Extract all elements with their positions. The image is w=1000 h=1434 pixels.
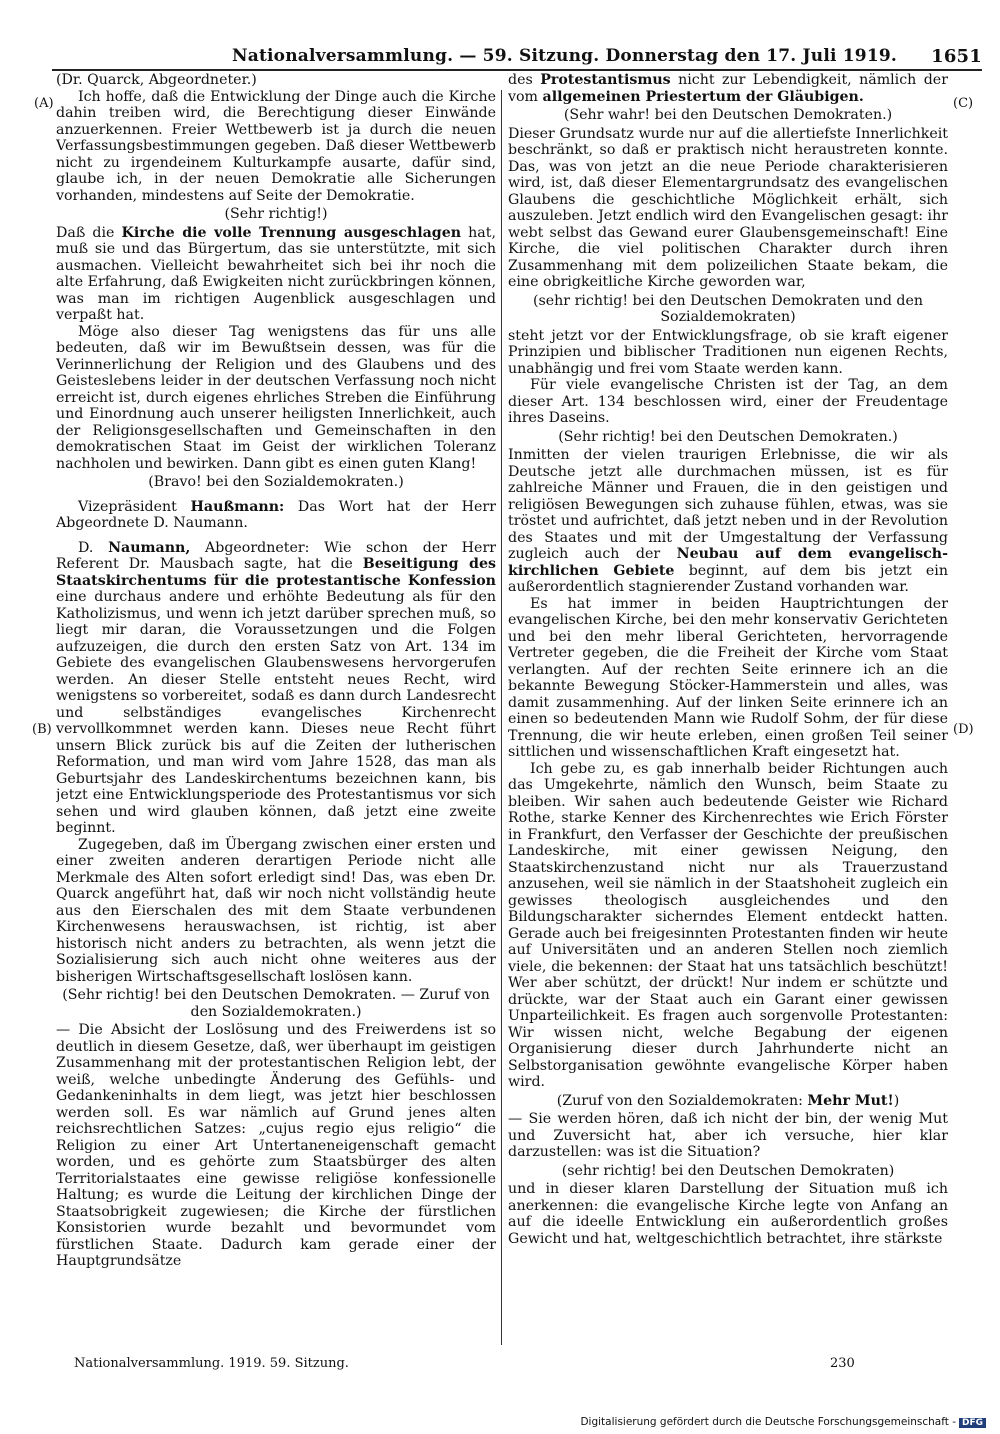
interjection: (Bravo! bei den Sozialdemokraten.) xyxy=(148,474,404,490)
paragraph: Ich hoffe, daß die Entwicklung der Dinge auch die Kirche dahin treiben wird, die Berechtigung dieser Einwände anzuerkennen. Freier Wettbewerb ist ja durch die neuen Verfassungsbestimmungen gegeben. Daß dieser Wettbewerb nicht zu irgendeinem Kulturkampfe ausarte, dafür sind, glaube ich, in der neuen Demokratie alle Sicherungen vorhanden, mindestens auf Seite der Demokratie. xyxy=(56,88,496,204)
margin-mark-d: (D) xyxy=(953,722,974,737)
paragraph: steht jetzt vor der Entwicklungsfrage, ob sie kraft eigener Prinzipien und biblischer Traditionen nun eigenen Rechts, unabhängig und frei vom Staate werden kann. xyxy=(508,327,948,377)
paragraph: — Sie werden hören, daß ich nicht der bin, der wenig Mut und Zuversicht hat, aber ich versuche, hier klar darzustellen: was ist die Situation? xyxy=(508,1111,948,1160)
paragraph: Daß die Kirche die volle Trennung ausgeschlagen hat, muß sie und das Bürgertum, das sie unterstützte, mit sich ausmachen. Vielleicht bewahrheitet sich bei ihr noch die alte Erfahrung, daß Ewigkeiten nicht zurückbringen können, was man im richtigen Augenblick ausgeschlagen und verpaßt hat. xyxy=(56,224,496,323)
interjection: (Sehr wahr! bei den Deutschen Demokraten.) xyxy=(563,107,893,123)
paragraph: Ich gebe zu, es gab innerhalb beider Richtungen auch das Umgekehrte, nämlich den Wunsch, beim Staate zu bleiben. Wir sahen auch bedeutende Geister wie Richard Rothe, starke Kenner des Kirchenrechtes wie Erich Förster in Frankfurt, den Verfasser der Geschichte der preußischen Landeskirche, mit einer gewissen Neigung, den Staatskirchenzustand nicht nur als Trauerzustand anzusehen, weil sie nämlich in der Staatshoheit zugleich ein gewisses theologisch ausgleichendes und den Bildungscharakter sicherndes Element entdeckt hatten. Gerade auch bei freigesinnten Protestanten finden wir heute auf Universitäten und an anderen Stellen noch ziemlich viele, die bekennen: der Staat hat uns tatsächlich beschützt! Wer aber schützt, der drückt! Nur indem er schützte und drückte, war der Staat auch ein Garant einer gewissen Unparteilichkeit. Es fragen auch sorgenvolle Protestanten: Wir wissen nicht, welche Begabung der eigenen Organisierung dieser durch Jahrhunderte nicht an Selbstorganisation gewöhnte evangelische Körper haben wird. xyxy=(508,760,948,1090)
paragraph: — Die Absicht der Loslösung und des Freiwerdens ist so deutlich in diesem Gesetze, daß, wer überhaupt im geistigen Zusammenhang mit der protestantischen Religion lebt, der weiß, welche unbedingte Änderung des Gefühls- und Gedankeninhalts in dem liegt, was jetzt hier beschlossen werden soll. Es war nämlich auf Grund jenes alten reichsrechtlichen Satzes: „cujus regio ejus religio“ die Religion zu einer Art Untertaneneigenschaft gemacht worden, und es gehörte zum Staatsbürger des alten Territorialstaates eine gewisse religiöse konfessionelle Haltung; es wurde die Leitung der kirchlichen Dinge der Staatsobrigkeit zugewiesen; die Kirche der fürstlichen Konsistorien wurde bezahlt und bevormundet vom fürstlichen Staate. Dadurch kam gerade einer der Hauptgrundsätze xyxy=(56,1022,496,1269)
paragraph: Dieser Grundsatz wurde nur auf die allertiefste Innerlichkeit beschränkt, so daß er praktisch nicht heraustreten konnte. Das, was von jetzt an die neue Periode charakterisieren wird, ist, daß dieser Elementargrundsatz des evangelischen Glaubens die geschichtliche Möglichkeit erhält, sich auszuleben. Jetzt endlich wird den Evangelischen gesagt: ihr webt selbst das Gewand eurer Glaubensgemeinschaft! Eine Kirche, die viel politischen Charakter durch ihren Zusammenhang mit dem polizeilichen Staate bekam, die eine obrigkeitliche Kirche geworden war, xyxy=(508,125,948,290)
right-column xyxy=(508,72,948,1362)
interjection: (Sehr richtig!) xyxy=(224,206,328,222)
header-rule xyxy=(52,69,982,71)
footer-left: Nationalversammlung. 1919. 59. Sitzung. xyxy=(74,1356,349,1371)
margin-mark-a: (A) xyxy=(34,96,54,111)
digitization-text: Digitalisierung gefördert durch die Deutsche Forschungsgemeinschaft - xyxy=(580,1416,956,1428)
left-column xyxy=(56,72,496,1362)
interjection: (sehr richtig! bei den Deutschen Demokraten) xyxy=(561,1162,895,1179)
paragraph: Für viele evangelische Christen ist der Tag, an dem dieser Art. 134 beschlossen wird, einer der Freudentage ihres Daseins. xyxy=(508,377,948,426)
speaker-paragraph: D. Naumann, Abgeordneter: Wie schon der Herr Referent Dr. Mausbach sagte, hat die Beseitigung des Staatskirchentums für die protestantische Konfession eine durchaus andere und erhöhte Bedeutung als für den Katholizismus, und wenn ich jetzt darüber sprechen muß, so liegt mir daran, die Voraussetzungen und die Folgen aufzuzeigen, die durch den ersten Satz von Art. 134 im Gebiete des evangelischen Glaubenswesens hervorgerufen werden. An dieser Stelle entsteht neues Recht, wird wenigstens so vorbereitet, sodaß es dann durch Landesrecht und selbständiges evangelisches Kirchenrecht vervollkommnet werden kann. Dieses neue Recht führt unsern Blick zurück bis auf die Zeiten der lutherischen Reformation, und man wird vom Jahre 1528, das man als Geburtsjahr des Landeskirchentums bezeichnen kann, bis jetzt eine Entwicklungsperiode des Protestantismus vor sich sehen und wird glauben können, daß jetzt eine zweite beginnt. xyxy=(56,539,496,836)
margin-mark-c: (C) xyxy=(953,96,974,111)
interjection: (Sehr richtig! bei den Deutschen Demokraten. — Zuruf von den Sozialdemokraten.) xyxy=(62,987,490,1020)
paragraph: Es hat immer in beiden Hauptrichtungen der evangelischen Kirche, bei den mehr konservativ Gerichteten und bei den mehr liberal Gerichteten, hervorragende Vertreter gegeben, die die Freiheit der Kirche vom Staat verlangten. Auf der rechten Seite erinnere ich an die bekannte Bewegung Stöcker-Hammerstein und alles, was damit zusammenhing. Auf der linken Seite erinnere ich an einen so bedeutenden Mann wie Rudolf Sohm, der für diese Trennung, die wir heute erleben, einen großen Teil seiner sittlichen und wissenschaftlichen Kraft eingesetzt hat. xyxy=(508,595,948,760)
margin-mark-b: (B) xyxy=(32,722,52,737)
speaker-paragraph: Vizepräsident Haußmann: Das Wort hat der Herr Abgeordnete D. Naumann. xyxy=(56,498,496,531)
interjection: (sehr richtig! bei den Deutschen Demokraten und den Sozialdemokraten) xyxy=(532,292,924,325)
page-header xyxy=(52,44,982,70)
column-separator xyxy=(501,90,502,1345)
paragraph: Zugegeben, daß im Übergang zwischen einer ersten und einer zweiten anderen derartigen Periode nicht alle Merkmale des Alten sofort erledigt sind! Das, was eben Dr. Quarck angeführt hat, daß wir noch nicht vollständig heute aus den Eierschalen des mit dem Staate verbundenen Kirchenwesens herauswachsen, ist richtig, ist aber historisch nicht anders zu betrachten, als wenn jetzt die Sozialisierung sich auch nicht ohne weiteres aus der bisherigen Wirtschaftsgesellschaft loslösen kann. xyxy=(56,836,496,985)
paragraph: Inmitten der vielen traurigen Erlebnisse, die wir als Deutsche jetzt alle durchmachen müssen, ist es für zahlreiche Männer und Frauen, die in den geistigen und religiösen Bewegungen sich zuhause fühlen, etwas, was sie tröstet und aufrichtet, daß jetzt neben und in der Revolution des Staates und mit der Umgestaltung der Verfassung zugleich auch der Neubau auf dem evangelisch-kirchlichen Gebiete beginnt, auf dem bis jetzt ein außerordentlich stagnierender Zustand vorhanden war. xyxy=(508,447,948,595)
page-number: 1651 xyxy=(931,46,982,67)
paragraph: und in dieser klaren Darstellung der Situation muß ich anerkennen: die evangelische Kirche legte von Anfang an auf die ideelle Entwicklung ein außerordentlich großes Gewicht und hat, weltgeschichtlich betrachtet, ihre stärkste xyxy=(508,1181,948,1247)
paragraph: Möge also dieser Tag wenigstens das für uns alle bedeuten, daß wir im Bewußtsein dessen, was für die Verinnerlichung der Religion und des Glaubens und des Geisteslebens leider in der deutschen Verfassung noch nicht erreicht ist, durch eigenes ehrliches Streben die Einführung und Einordnung auch unserer heiligsten Innerlichkeit, auch der Religionsgesellschaften und Gemeinschaften in den demokratischen Staat im Geist der wirklichen Toleranz nachholen und bewirken. Dann gibt es einen guten Klang! xyxy=(56,323,496,472)
speaker-note: (Dr. Quarck, Abgeordneter.) xyxy=(56,72,257,88)
digitization-note xyxy=(580,1416,986,1428)
paragraph: des Protestantismus nicht zur Lebendigkeit, nämlich der vom allgemeinen Priestertum der Gläubigen. xyxy=(508,72,948,105)
interjection: (Zuruf von den Sozialdemokraten: Mehr Mut!) xyxy=(556,1092,900,1109)
header-title: Nationalversammlung. — 59. Sitzung. Donnerstag den 17. Juli 1919. xyxy=(232,46,898,66)
interjection: (Sehr richtig! bei den Deutschen Demokraten.) xyxy=(558,428,898,445)
footer-page-number: 230 xyxy=(830,1356,855,1371)
dfg-logo: DFG xyxy=(959,1418,986,1428)
